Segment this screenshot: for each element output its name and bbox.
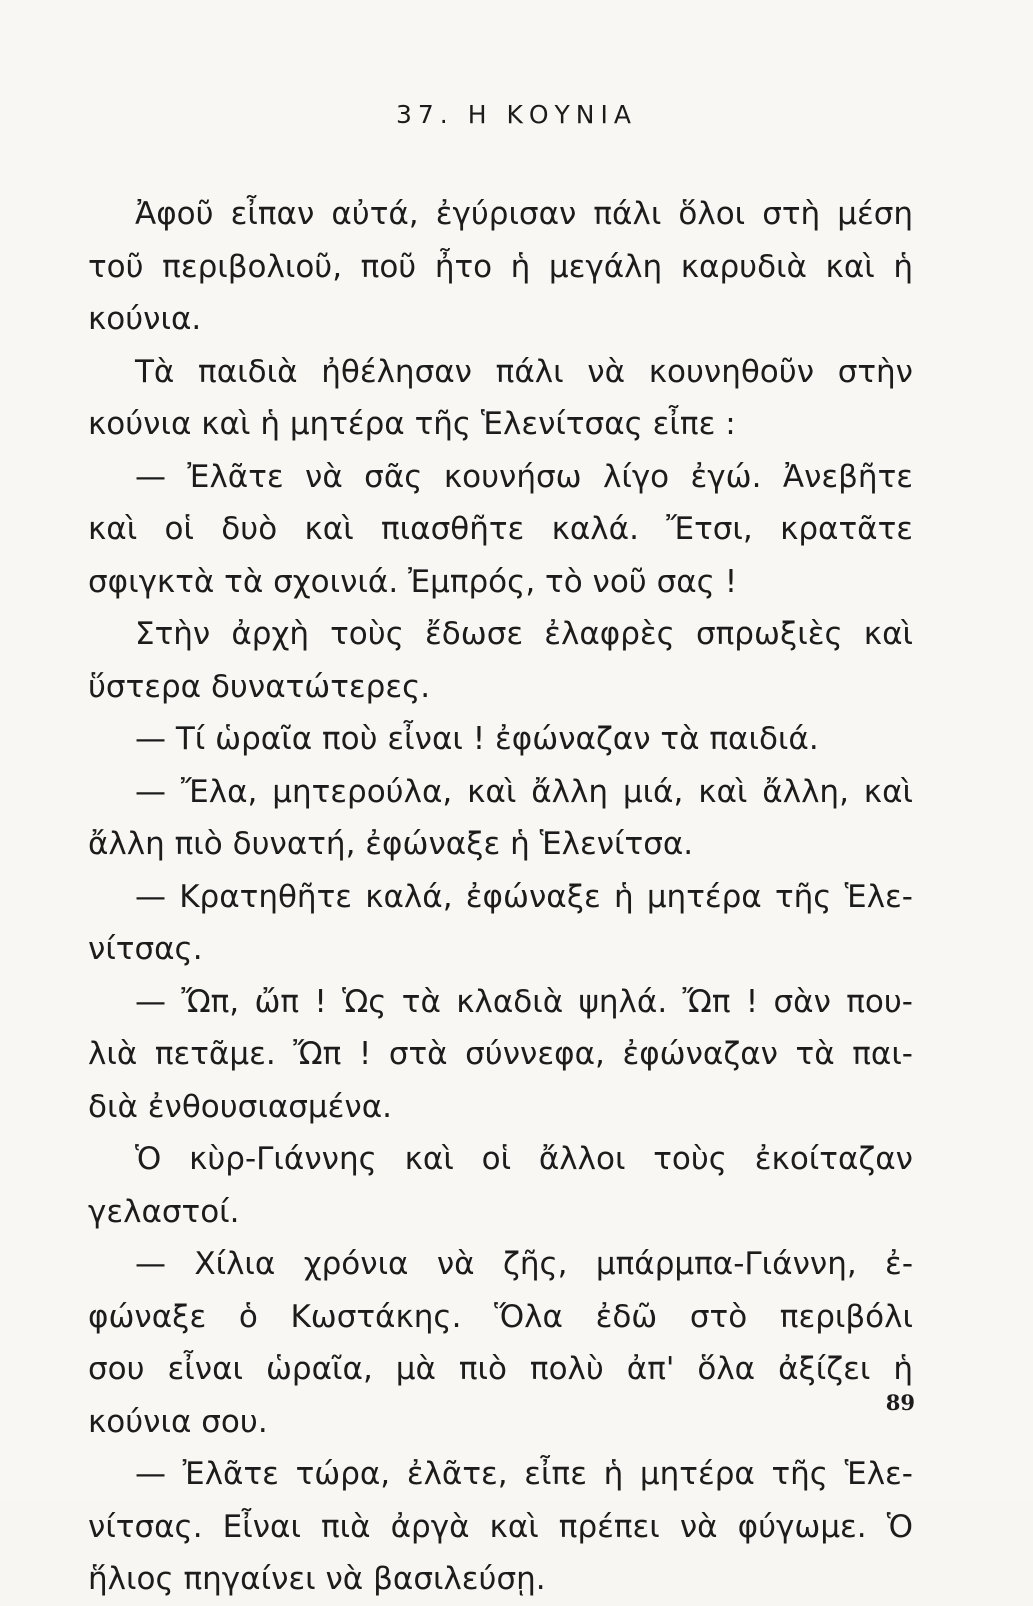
text-line: διὰ ἐνθουσιασμένα.	[88, 1088, 392, 1125]
text-line: Ὁ κὺρ-Γιάννης καὶ οἱ ἄλλοι τοὺς ἐκοίταζαν	[135, 1141, 913, 1177]
text-line: ὕστερα δυνατώτερες.	[88, 668, 431, 705]
text-line: σφιγκτὰ τὰ σχοινιά. Ἐμπρός, τὸ νοῦ σας !	[88, 563, 738, 600]
text-line: νίτσας.	[88, 931, 203, 967]
text-line: σου εἶναι ὡραῖα, μὰ πιὸ πολὺ ἀπ' ὅλα ἀξίζει ἡ	[88, 1351, 913, 1387]
text-body	[88, 188, 913, 1606]
text-line: κούνια.	[88, 301, 202, 337]
text-line: — Ἐλᾶτε νὰ σᾶς κουνήσω λίγο ἐγώ. Ἀνεβῆτε	[135, 458, 913, 495]
text-line: ἥλιος πηγαίνει νὰ βασιλεύσῃ.	[88, 1561, 546, 1597]
text-line: λιὰ πετᾶμε. Ὤπ ! στὰ σύννεφα, ἐφώναζαν τὰ παι-	[88, 1036, 913, 1072]
text-line: — Ἔλα, μητερούλα, καὶ ἄλλη μιά, καὶ ἄλλη, καὶ	[135, 773, 913, 810]
text-line: Στὴν ἀρχὴ τοὺς ἔδωσε ἐλαφρὲς σπρωξιὲς καὶ	[135, 616, 913, 652]
text-line: — Ἐλᾶτε τώρα, ἐλᾶτε, εἶπε ἡ μητέρα τῆς Ἑλε-	[135, 1456, 913, 1492]
text-line: κούνια καὶ ἡ μητέρα τῆς Ἑλενίτσας εἶπε :	[88, 406, 736, 442]
text-line: — Χίλια χρόνια νὰ ζῆς, μπάρμπα-Γιάννη, ἐ-	[135, 1246, 913, 1282]
text-line: — Τί ὡραῖα ποὺ εἶναι ! ἐφώναζαν τὰ παιδιά.	[135, 721, 819, 757]
text-line: — Ὤπ, ὤπ ! Ὡς τὰ κλαδιὰ ψηλά. Ὤπ ! σὰν που-	[135, 983, 913, 1020]
text-line: τοῦ περιβολιοῦ, ποῦ ἦτο ἡ μεγάλη καρυδιὰ καὶ ἡ	[88, 248, 913, 285]
text-line: ἄλλη πιὸ δυνατή, ἐφώναξε ἡ Ἑλενίτσα.	[88, 826, 694, 862]
chapter-title: 37. Η ΚΟΥΝΙΑ	[396, 100, 637, 129]
text-line: Τὰ παιδιὰ ἠθέλησαν πάλι νὰ κουνηθοῦν στὴν	[135, 353, 913, 390]
text-line: νίτσας. Εἶναι πιὰ ἀργὰ καὶ πρέπει νὰ φύγωμε. Ὁ	[88, 1508, 913, 1545]
text-line: καὶ οἱ δυὸ καὶ πιασθῆτε καλά. Ἔτσι, κρατᾶτε	[88, 511, 913, 547]
text-line: φώναξε ὁ Κωστάκης. Ὅλα ἐδῶ στὸ περιβόλι	[88, 1298, 913, 1335]
text-line: — Κρατηθῆτε καλά, ἐφώναξε ἡ μητέρα τῆς Ἑλε-	[135, 878, 913, 915]
text-line: Ἀφοῦ εἶπαν αὐτά, ἐγύρισαν πάλι ὅλοι στὴ μέση	[135, 196, 913, 232]
text-line: κούνια σου.	[88, 1403, 268, 1440]
text-line: γελαστοί.	[88, 1193, 240, 1230]
page-number: 89	[885, 1390, 915, 1415]
